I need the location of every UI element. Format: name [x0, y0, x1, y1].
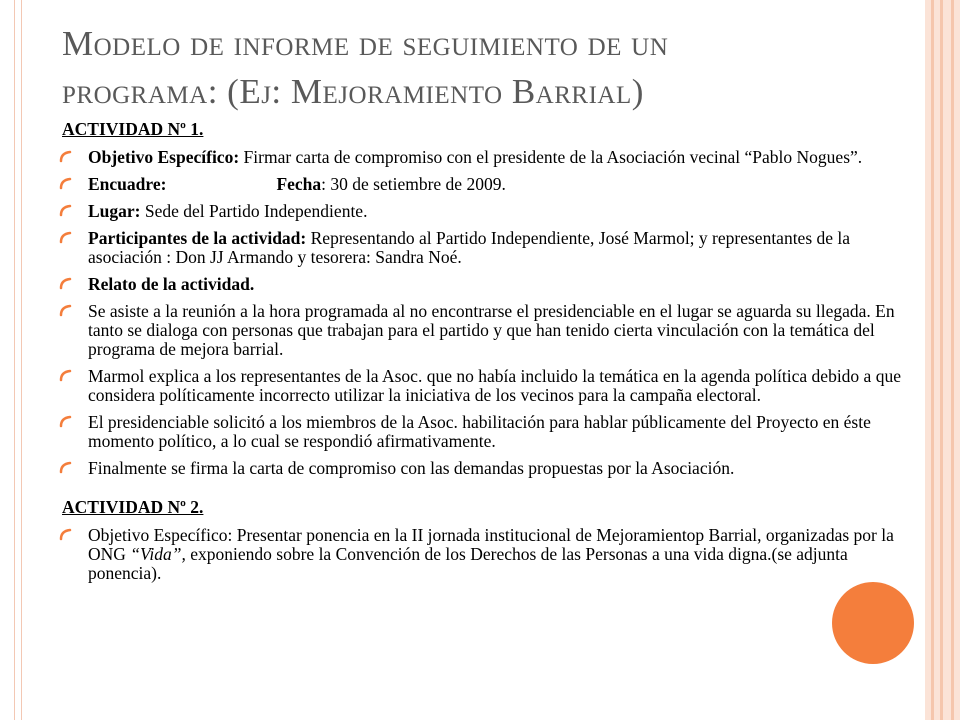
lugar-text: Sede del Partido Independiente. [140, 201, 368, 221]
objetivo-label: Objetivo Específico: [88, 147, 240, 167]
relato-paragraph-4: Finalmente se firma la carta de compromiso con las demandas propuestas por la Asociación. [88, 458, 735, 478]
slide-title [62, 20, 912, 116]
activity-2-heading: ACTIVIDAD Nº 2. [62, 497, 204, 517]
list-item [62, 413, 902, 451]
curved-bullet-icon [59, 304, 72, 317]
list-item [62, 367, 902, 405]
curved-bullet-icon [59, 528, 72, 541]
curved-bullet-icon [59, 150, 72, 163]
activity-2-objetivo-text: Objetivo Específico: Presentar ponencia en la II jornada institucional de Mejoramientop Barrial, organizadas por la ONG [88, 525, 894, 564]
activity-1-list [62, 148, 902, 478]
participantes-label: Participantes de la actividad: [88, 228, 307, 248]
list-item [62, 302, 902, 359]
fecha-label: Fecha [276, 174, 322, 194]
curved-bullet-icon [59, 204, 72, 217]
relato-paragraph-3: El presidenciable solicitó a los miembros de la Asoc. habilitación para hablar públicamente del Proyecto en éste momento político, a lo cual se respondió afirmativamente. [88, 412, 871, 451]
list-item [62, 459, 902, 478]
slide-content [62, 120, 902, 591]
slide-title-line-1: Modelo de informe de seguimiento de un [62, 24, 669, 63]
curved-bullet-icon [59, 415, 72, 428]
encuadre-label: Encuadre: [88, 174, 167, 194]
curved-bullet-icon [59, 231, 72, 244]
relato-paragraph-1: Se asiste a la reunión a la hora programada al no encontrarse el presidenciable en el lugar se aguarda su llegada. En tanto se dialoga con personas que trabajan para el partido y que han tenido cierta vinculación con la temática del programa de mejora barrial. [88, 301, 895, 359]
activity-2-objetivo-text-end: exponiendo sobre la Convención de los Derechos de las Personas a una vida digna.(se adjunta ponencia). [88, 544, 848, 583]
participantes-text: Representando al Partido Independiente, José Marmol; y representantes de la asociación : Don JJ Armando y tesorera: Sandra Noé. [88, 228, 851, 267]
fecha-text: : 30 de setiembre de 2009. [321, 174, 506, 194]
list-item [62, 175, 902, 194]
list-item [62, 148, 902, 167]
list-item [62, 275, 902, 294]
list-item [62, 229, 902, 267]
lugar-label: Lugar: [88, 201, 141, 221]
decorative-circle [832, 582, 914, 664]
curved-bullet-icon [59, 277, 72, 290]
curved-bullet-icon [59, 461, 72, 474]
curved-bullet-icon [59, 369, 72, 382]
activity-2-list [62, 526, 902, 583]
curved-bullet-icon [59, 177, 72, 190]
frame-stripe [951, 0, 954, 720]
frame-stripe [940, 0, 943, 720]
list-item [62, 202, 902, 221]
relato-paragraph-2: Marmol explica a los representantes de la Asoc. que no había incluido la temática en la agenda política debido a que considera políticamente incorrecto utilizar la iniciativa de los vecinos para la campaña electoral. [88, 366, 901, 405]
relato-label: Relato de la actividad. [88, 274, 255, 294]
slide-title-line-2: programa: (Ej: Mejoramiento Barrial) [62, 72, 644, 111]
objetivo-text: Firmar carta de compromiso con el presidente de la Asociación vecinal “Pablo Nogues”. [239, 147, 863, 167]
ong-name: “Vida”, [130, 544, 186, 564]
activity-1-heading: ACTIVIDAD Nº 1. [62, 119, 204, 139]
frame-stripe [931, 0, 934, 720]
list-item [62, 526, 902, 583]
frame-line-left-inner [21, 0, 22, 720]
frame-line-left-outer [14, 0, 15, 720]
